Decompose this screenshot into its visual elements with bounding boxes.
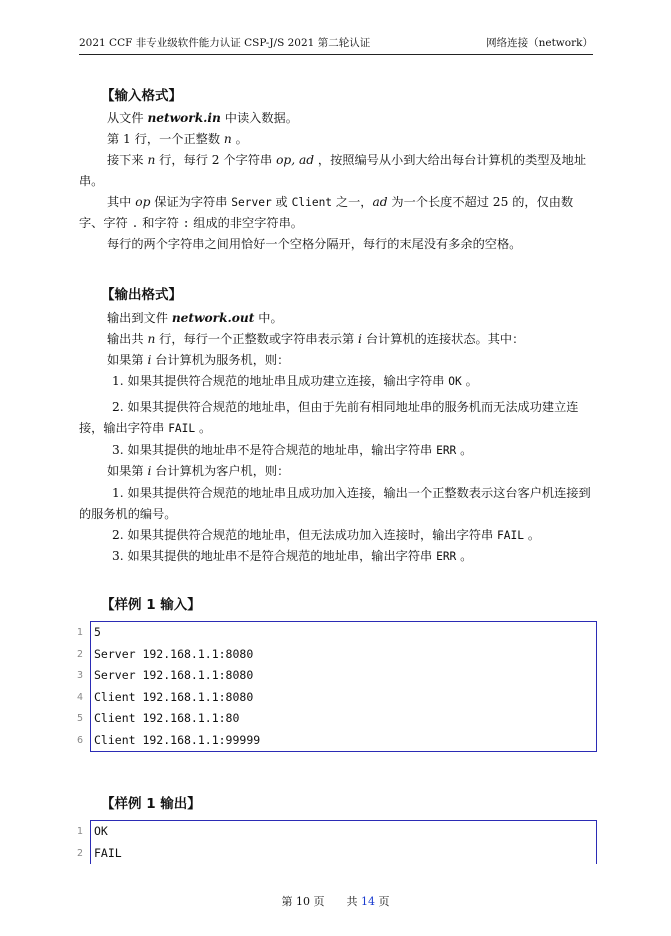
input-p2: 第 1 行，一个正整数 n 。	[107, 132, 248, 146]
output-client-1: 1. 如果其提供符合规范的地址串且成功加入连接，输出一个正整数表示这台客户机连接到的服务机的编号。	[79, 486, 591, 521]
input-filename: network.in	[147, 111, 221, 125]
input-p3: 接下来 n 行，每行 2 个字符串 op, ad ，按照编号从小到大给出每台计算机的类型及地址串。	[79, 153, 587, 188]
code-line	[76, 665, 596, 687]
code-line	[76, 622, 596, 644]
output-filename: network.out	[171, 311, 255, 325]
line-text: 5	[94, 625, 101, 639]
line-text: FAIL	[94, 845, 122, 860]
page-footer: 第 10 页 共 14 页	[281, 895, 390, 908]
code-line	[76, 644, 596, 666]
output-p1: 输出到文件 network.out 中。	[107, 311, 283, 325]
sample-output-box	[76, 820, 597, 864]
output-server-intro: 如果第 i 台计算机为服务机，则：	[107, 353, 290, 367]
input-p5: 每行的两个字符串之间用恰好一个空格分隔开，每行的末尾没有多余的空格。	[107, 237, 522, 251]
code-line	[76, 843, 596, 865]
line-number: 4	[76, 691, 83, 703]
code-line	[76, 821, 596, 843]
output-client-intro: 如果第 i 台计算机为客户机，则：	[107, 464, 290, 478]
code-line	[76, 687, 596, 709]
line-number: 2	[76, 847, 83, 859]
line-text: OK	[94, 824, 108, 838]
code-line	[76, 730, 596, 752]
line-number: 1	[76, 627, 83, 638]
input-p1: 从文件 network.in 中读入数据。	[107, 111, 298, 125]
sample-input-box	[76, 621, 597, 752]
sample-output-title: 【样例 1 输出】	[101, 796, 201, 812]
code-line	[76, 708, 596, 730]
header-left: 2021 CCF 非专业级软件能力认证 CSP-J/S 2021 第二轮认证	[79, 37, 371, 49]
line-number: 2	[76, 648, 83, 660]
line-text: Server 192.168.1.1:8080	[94, 646, 254, 661]
line-number: 3	[76, 670, 83, 681]
line-text: Server 192.168.1.1:8080	[94, 668, 254, 682]
output-format-title: 【输出格式】	[101, 287, 182, 303]
line-number: 1	[76, 826, 83, 837]
line-number: 5	[76, 713, 83, 724]
input-format-title: 【输入格式】	[101, 88, 182, 104]
sample-input-title: 【样例 1 输入】	[101, 597, 201, 613]
output-client-3: 3. 如果其提供的地址串不是符合规范的地址串，输出字符串 ERR 。	[112, 549, 473, 563]
output-client-2: 2. 如果其提供符合规范的地址串，但无法成功加入连接时，输出字符串 FAIL 。	[112, 528, 541, 542]
page-number: 10	[296, 895, 310, 908]
page-header	[79, 36, 593, 55]
output-p2: 输出共 n 行，每行一个正整数或字符串表示第 i 台计算机的连接状态。其中：	[107, 332, 525, 346]
output-server-1: 1. 如果其提供符合规范的地址串且成功建立连接，输出字符串 OK 。	[112, 374, 478, 388]
output-server-2: 2. 如果其提供符合规范的地址串，但由于先前有相同地址串的服务机而无法成功建立连接，输出字符串 FAIL 。	[79, 400, 579, 435]
output-server-3: 3. 如果其提供的地址串不是符合规范的地址串，输出字符串 ERR 。	[112, 443, 473, 457]
input-p4: 其中 op 保证为字符串 Server 或 Client 之一，ad 为一个长度不超过 25 的，仅由数字、字符 . 和字符 : 组成的非空字符串。	[79, 195, 574, 230]
header-right: 网络连接（network）	[486, 37, 593, 49]
total-pages-link[interactable]: 14	[361, 895, 375, 908]
line-text: Client 192.168.1.1:80	[94, 711, 240, 725]
line-text: Client 192.168.1.1:8080	[94, 689, 254, 704]
line-number: 6	[76, 734, 83, 746]
line-text: Client 192.168.1.1:99999	[94, 732, 261, 747]
